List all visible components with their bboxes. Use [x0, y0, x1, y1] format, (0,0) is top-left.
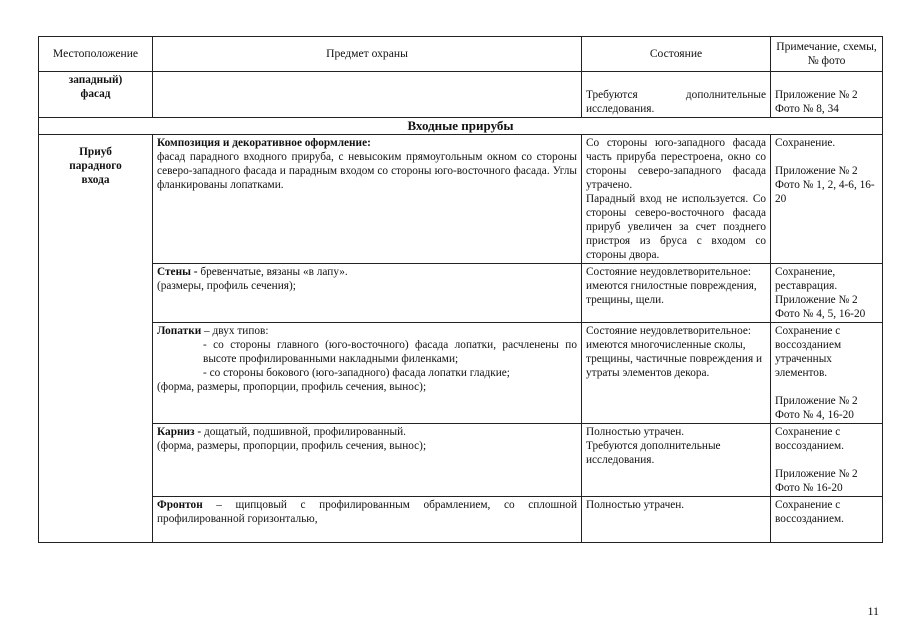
table-row — [39, 497, 883, 543]
note-line: Приложение № 2 — [775, 89, 858, 101]
subject-text: – двух типов: — [201, 325, 269, 337]
state-text: Со стороны юго-западного фасада часть прируба перестроена, окно со стороны северо-западного фасада утрачено. — [586, 137, 766, 191]
note-line: Фото № 8, 34 — [775, 103, 839, 115]
subject-text: (форма, размеры, пропорции, профиль сечения, вынос); — [157, 381, 427, 393]
table-header-row — [39, 37, 883, 72]
subject-text: - со стороны главного (юго-восточного) фасада лопатки, расчленены по высоте профилированными накладными филенками; — [203, 339, 577, 365]
subject-title: Лопатки — [157, 325, 202, 337]
subject-cell — [153, 323, 582, 424]
subject-cell — [153, 264, 582, 323]
state-cell — [582, 72, 771, 118]
table-row — [39, 323, 883, 424]
note-line: Фото № 4, 16-20 — [775, 409, 854, 421]
subject-title: Композиция и декоративное оформление: — [157, 137, 371, 149]
note-line: Фото № 1, 2, 4-6, 16-20 — [775, 179, 875, 205]
state-cell — [582, 323, 771, 424]
subject-cell — [153, 72, 582, 118]
location-text: Приуб парадного входа — [69, 146, 122, 186]
state-cell — [582, 497, 771, 543]
table-row — [39, 424, 883, 497]
subject-title: Карниз - — [157, 426, 202, 438]
note-line: Сохранение с воссозданием. — [775, 426, 844, 452]
subject-cell — [153, 135, 582, 264]
note-cell — [771, 135, 883, 264]
state-text: Состояние неудовлетворительное: имеются гнилостные повреждения, трещины, щели. — [586, 266, 757, 306]
subject-text: дощатый, подшивной, профилированный. — [201, 426, 407, 438]
header-subject: Предмет охраны — [153, 37, 582, 72]
state-text: Требуются дополнительные исследования. — [586, 89, 766, 115]
subject-cell — [153, 497, 582, 543]
note-line: Приложение № 2 — [775, 294, 858, 306]
section-row — [39, 118, 883, 135]
note-line: Приложение № 2 — [775, 165, 858, 177]
header-note: Примечание, схемы, № фото — [771, 37, 883, 72]
note-cell — [771, 424, 883, 497]
note-line: Приложение № 2 — [775, 395, 858, 407]
state-cell — [582, 264, 771, 323]
header-state: Состояние — [582, 37, 771, 72]
state-cell — [582, 135, 771, 264]
protection-table — [38, 36, 883, 543]
subject-title: Стены - — [157, 266, 198, 278]
state-text: Полностью утрачен. — [586, 426, 685, 438]
subject-text: - со стороны бокового (юго-западного) фасада лопатки гладкие; — [203, 367, 510, 379]
note-cell — [771, 264, 883, 323]
location-cell: западный) фасад — [39, 72, 153, 118]
subject-text: (размеры, профиль сечения); — [157, 280, 296, 292]
note-line: Сохранение. — [775, 137, 836, 149]
section-title: Входные прирубы — [39, 118, 883, 135]
note-line: Сохранение с воссозданием. — [775, 499, 844, 525]
subject-title: Фронтон — [157, 499, 203, 511]
note-line: Фото № 4, 5, 16-20 — [775, 308, 866, 320]
header-location: Местоположение — [39, 37, 153, 72]
state-text: Парадный вход не используется. Со стороны северо-восточного фасада прируб увеличен за счет позднего пристроя из бруса с входом со стороны двора. — [586, 193, 766, 261]
state-text: Состояние неудовлетворительное: имеются многочисленные сколы, трещины, частичные повреждения и утраты элементов декора. — [586, 325, 763, 379]
subject-text: – щипцовый с профилированным обрамлением, со сплошной профилированной горизонталью, — [157, 499, 577, 525]
state-text: Полностью утрачен. — [586, 499, 685, 511]
subject-text: (форма, размеры, пропорции, профиль сечения, вынос); — [157, 440, 427, 452]
note-line: Приложение № 2 — [775, 468, 858, 480]
state-text: Требуются дополнительные исследования. — [586, 440, 721, 466]
note-cell — [771, 72, 883, 118]
table-row — [39, 264, 883, 323]
table-row — [39, 72, 883, 118]
note-cell — [771, 323, 883, 424]
location-cell — [39, 135, 153, 543]
page-number: 11 — [867, 604, 879, 618]
note-line: Сохранение с воссозданием утраченных элементов. — [775, 325, 842, 379]
table-row — [39, 135, 883, 264]
note-line: Фото № 16-20 — [775, 482, 843, 494]
subject-text: бревенчатые, вязаны «в лапу». — [197, 266, 348, 278]
state-cell — [582, 424, 771, 497]
note-line: Сохранение, реставрация. — [775, 266, 838, 292]
subject-cell — [153, 424, 582, 497]
subject-text: фасад парадного входного прируба, с невысоким прямоугольным окном со стороны северо-западного фасада и парадным входом со стороны юго-восточного фасада. Углы фланкированы лопатками. — [157, 151, 577, 191]
note-cell — [771, 497, 883, 543]
